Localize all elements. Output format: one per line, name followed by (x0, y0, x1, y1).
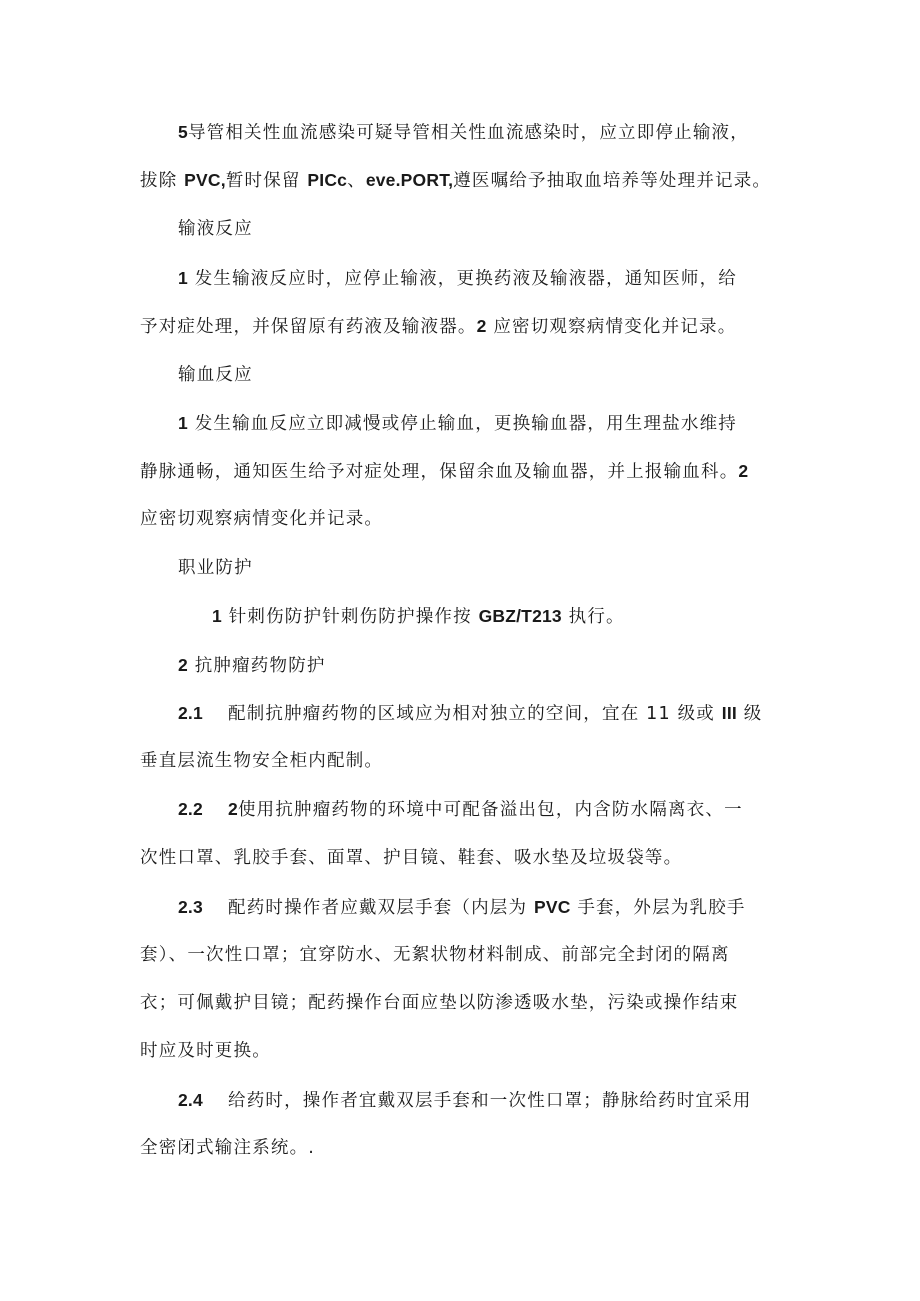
item-number: 2 (476, 316, 487, 336)
section-number: 2.1 (178, 703, 203, 723)
term-pvc: PVC (533, 897, 571, 917)
text: 静脉通畅，通知医生给予对症处理，保留余血及输血器，并上报输血科。 (140, 462, 739, 482)
section-2-2-line-2: 次性口罩、乳胶手套、面罩、护目镜、鞋套、吸水垫及垃圾袋等。 (140, 848, 683, 868)
text: 、 (347, 171, 366, 191)
item-number: 2 (228, 799, 238, 819)
paragraph-needlestick (212, 604, 625, 629)
heading-transfusion-reaction: 输血反应 (178, 365, 253, 385)
text: 配制抗肿瘤药物的区域应为相对独立的空间，宜在 11 级或 (228, 704, 722, 724)
text: 抗肿瘤药物防护 (194, 656, 326, 676)
paragraph-infusion-line-2 (140, 314, 736, 339)
heading-antitumor-protection (178, 653, 326, 678)
paragraph-transfusion-line-2 (140, 459, 748, 484)
roman-numeral: III (721, 703, 737, 723)
paragraph-catheter-infection-line-2 (140, 168, 771, 193)
text: 给药时，操作者宜戴双层手套和一次性口罩；静脉给药时宜采用 (228, 1091, 752, 1111)
item-number: 1 (212, 606, 222, 626)
section-2-1-line-2: 垂直层流生物安全柜内配制。 (140, 751, 384, 771)
heading-occupational-protection: 职业防护 (178, 558, 253, 578)
section-2-2-line-1 (178, 797, 743, 822)
text: 拔除 (140, 171, 185, 191)
item-number: 2 (738, 461, 749, 481)
term-pvc: PVC, (184, 170, 226, 190)
standard-code: GBZ/T213 (478, 606, 562, 626)
text: 导管相关性血流感染可疑导管相关性血流感染时，应立即停止输液， (187, 123, 749, 143)
paragraph-infusion-line-1 (178, 266, 737, 291)
section-2-3-line-2: 套）、一次性口罩；宜穿防水、无絮状物材料制成、前部完全封闭的隔离 (140, 945, 730, 965)
section-2-3-line-1 (178, 895, 746, 920)
section-2-1-line-1 (178, 701, 762, 726)
section-number: 2.2 (178, 799, 203, 819)
section-number: 2.4 (178, 1090, 203, 1110)
text: 暂时保留 (225, 171, 308, 191)
section-number: 2.3 (178, 897, 203, 917)
term-port: eve.PORT, (365, 170, 454, 190)
text: 使用抗肿瘤药物的环境中可配备溢出包，内含防水隔离衣、一 (237, 800, 743, 820)
item-number: 5 (178, 122, 188, 142)
section-2-4-line-1 (178, 1088, 752, 1113)
paragraph-transfusion-line-3: 应密切观察病情变化并记录。 (140, 509, 384, 529)
text: 手套，外层为乳胶手 (570, 898, 746, 918)
text: 级 (736, 704, 763, 724)
text: 发生输液反应时，应停止输液，更换药液及输液器，通知医师，给 (194, 269, 738, 289)
section-2-4-line-2: 全密闭式输注系统。. (140, 1138, 316, 1158)
section-2-3-line-3: 衣；可佩戴护目镜；配药操作台面应垫以防渗透吸水垫，污染或操作结束 (140, 993, 739, 1013)
item-number: 1 (178, 413, 188, 433)
item-number: 2 (178, 655, 188, 675)
paragraph-transfusion-line-1 (178, 411, 737, 436)
text: 遵医嘱给予抽取血培养等处理并记录。 (453, 171, 772, 191)
text: 应密切观察病情变化并记录。 (493, 317, 737, 337)
paragraph-catheter-infection-line-1 (178, 120, 749, 145)
text: 执行。 (561, 607, 625, 627)
text: 发生输血反应立即减慢或停止输血，更换输血器，用生理盐水维持 (194, 414, 738, 434)
term-picc: PICc (307, 170, 348, 190)
heading-infusion-reaction: 输液反应 (178, 219, 253, 239)
text: 配药时操作者应戴双层手套（内层为 (228, 898, 534, 918)
text: 予对症处理，并保留原有药液及输液器。 (140, 317, 477, 337)
text: 针刺伤防护针刺伤防护操作按 (228, 607, 479, 627)
section-2-3-line-4: 时应及时更换。 (140, 1041, 271, 1061)
item-number: 1 (178, 268, 188, 288)
